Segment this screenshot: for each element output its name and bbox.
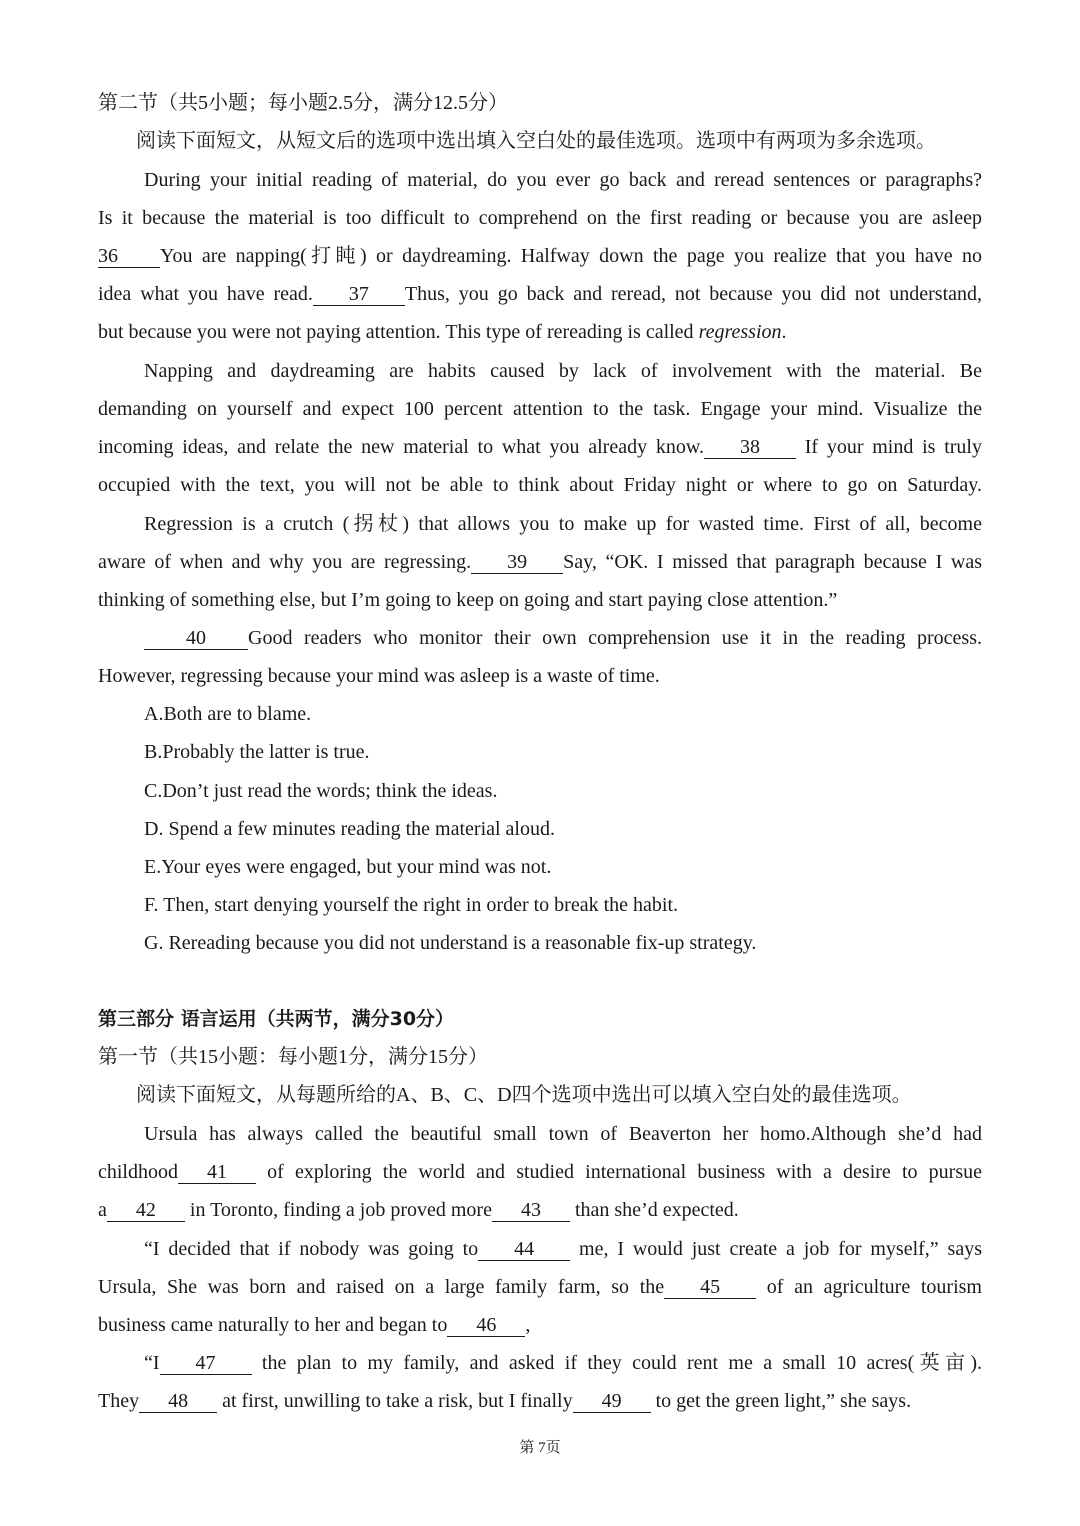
option-c: C.Don’t just read the words; think the ideas. (144, 780, 498, 802)
blank-40: 40 (144, 627, 248, 650)
blank-41: 41 (178, 1161, 256, 1184)
cloze-p2-line2 (98, 1273, 982, 1301)
cloze-p3-line2-text-b: at first, unwilling to take a risk, but I finally (217, 1390, 573, 1412)
blank-36: 36 (98, 245, 160, 268)
cloze-p2-line3 (98, 1311, 982, 1339)
cloze-p2-line3-text-a: business came naturally to her and began to (98, 1314, 448, 1336)
p2-line4: occupied with the text, you will not be able to think about Friday night or where to go on Saturday. (98, 474, 982, 496)
page-number: 第 7页 (519, 1440, 561, 1456)
cloze-p1-line3-text-a: a (98, 1199, 107, 1221)
cloze-p3-line2 (98, 1387, 982, 1415)
p3-line1: Regression is a crutch (拐杖) that allows you to make up for wasted time. First of all, become (144, 513, 982, 535)
cloze-p3-line1-text-a: “I (144, 1352, 160, 1374)
option-a: A.Both are to blame. (144, 703, 312, 725)
option-e: E.Your eyes were engaged, but your mind was not. (144, 856, 552, 878)
option-g: G. Rereading because you did not understand is a reasonable fix-up strategy. (144, 932, 757, 954)
p1-line3 (98, 242, 982, 270)
p1-line5 (98, 318, 982, 346)
p1-line2: Is it because the material is too difficult to comprehend on the first reading or because you are asleep (98, 207, 982, 229)
p1-line4-text-b: Thus, you go back and reread, not because you did not understand, (404, 283, 983, 305)
part3-instruction: 阅读下面短文，从每题所给的A、B、C、D四个选项中选出可以填入空白处的最佳选项。 (136, 1084, 912, 1106)
p1-line1: During your initial reading of material, do you ever go back and reread sentences or paragraphs? (144, 169, 982, 191)
cloze-p1-line1: Ursula has always called the beautiful small town of Beaverton her homo.Although she’d had (144, 1123, 982, 1145)
p4-line2: However, regressing because your mind was asleep is a waste of time. (98, 665, 660, 687)
cloze-p2-line1 (144, 1235, 982, 1263)
cloze-p1-line2 (98, 1158, 982, 1186)
p2-line1: Napping and daydreaming are habits caused by lack of involvement with the material. Be (144, 360, 982, 382)
cloze-p2-line1-text-b: me, I would just create a job for myself,” says (570, 1238, 982, 1260)
p2-line3-text-a: incoming ideas, and relate the new material to what you already know. (98, 436, 704, 458)
cloze-p2-line3-text-b: , (525, 1314, 531, 1336)
blank-49: 49 (573, 1390, 651, 1413)
regression-term: regression (698, 321, 782, 343)
p3-line2 (98, 548, 982, 576)
blank-47: 47 (160, 1352, 252, 1375)
part3-section1-title: 第一节（共15小题：每小题1分，满分15分） (98, 1046, 488, 1068)
cloze-p2-line1-text-a: “I decided that if nobody was going to (144, 1238, 479, 1260)
p1-line5-period: . (781, 321, 787, 343)
cloze-p3-line1 (144, 1349, 982, 1377)
cloze-p1-line3 (98, 1196, 982, 1224)
cloze-p1-line2-text-b: of exploring the world and studied international business with a desire to pursue (256, 1161, 982, 1183)
p2-line3 (98, 433, 982, 461)
section2-title: 第二节（共5小题；每小题2.5分，满分12.5分） (98, 92, 508, 114)
blank-44: 44 (478, 1238, 570, 1261)
p3-line2-text-b: Say, “OK. I missed that paragraph because I was (563, 551, 982, 573)
cloze-p2-line2-text-a: Ursula, She was born and raised on a large family farm, so the (98, 1276, 665, 1298)
cloze-p3-line2-text-c: to get the green light,” she says. (650, 1390, 912, 1412)
p1-line4-text-a: idea what you have read. (98, 283, 313, 305)
option-d: D. Spend a few minutes reading the material aloud. (144, 818, 555, 840)
cloze-p2-line2-text-b: of an agriculture tourism (756, 1276, 982, 1298)
p1-line3-text: You are napping(打盹) or daydreaming. Halfway down the page you realize that you have no (160, 245, 982, 267)
blank-38: 38 (704, 436, 796, 459)
blank-45: 45 (664, 1276, 756, 1299)
cloze-p3-line2-text-a: They (98, 1390, 140, 1412)
option-b: B.Probably the latter is true. (144, 741, 370, 763)
blank-39: 39 (471, 551, 563, 574)
p3-line3: thinking of something else, but I’m going to keep on going and start paying close attention.” (98, 589, 838, 611)
section2-instruction: 阅读下面短文，从短文后的选项中选出填入空白处的最佳选项。选项中有两项为多余选项。 (136, 130, 936, 152)
blank-46: 46 (447, 1314, 525, 1337)
p2-line2: demanding on yourself and expect 100 percent attention to the task. Engage your mind. Visualize the (98, 398, 982, 420)
p1-line4 (98, 280, 982, 308)
blank-42: 42 (107, 1199, 185, 1222)
cloze-p1-line3-text-b: in Toronto, finding a job proved more (184, 1199, 492, 1221)
p3-line2-text-a: aware of when and why you are regressing. (98, 551, 472, 573)
p4-line1 (144, 624, 982, 652)
cloze-p3-line1-text-b: the plan to my family, and asked if they could rent me a small 10 acres(英亩). (251, 1352, 982, 1374)
blank-43: 43 (492, 1199, 570, 1222)
blank-48: 48 (139, 1390, 217, 1413)
option-f: F. Then, start denying yourself the right in order to break the habit. (144, 894, 679, 916)
p4-line1-text: Good readers who monitor their own comprehension use it in the reading process. (248, 627, 982, 649)
blank-37: 37 (313, 283, 405, 306)
cloze-p1-line3-text-c: than she’d expected. (569, 1199, 739, 1221)
p2-line3-text-b: If your mind is truly (795, 436, 982, 458)
part3-title: 第三部分 语言运用（共两节，满分30分） (98, 1008, 455, 1030)
p1-line5-text: but because you were not paying attention. This type of rereading is called (98, 321, 699, 343)
cloze-p1-line2-text-a: childhood (98, 1161, 178, 1183)
